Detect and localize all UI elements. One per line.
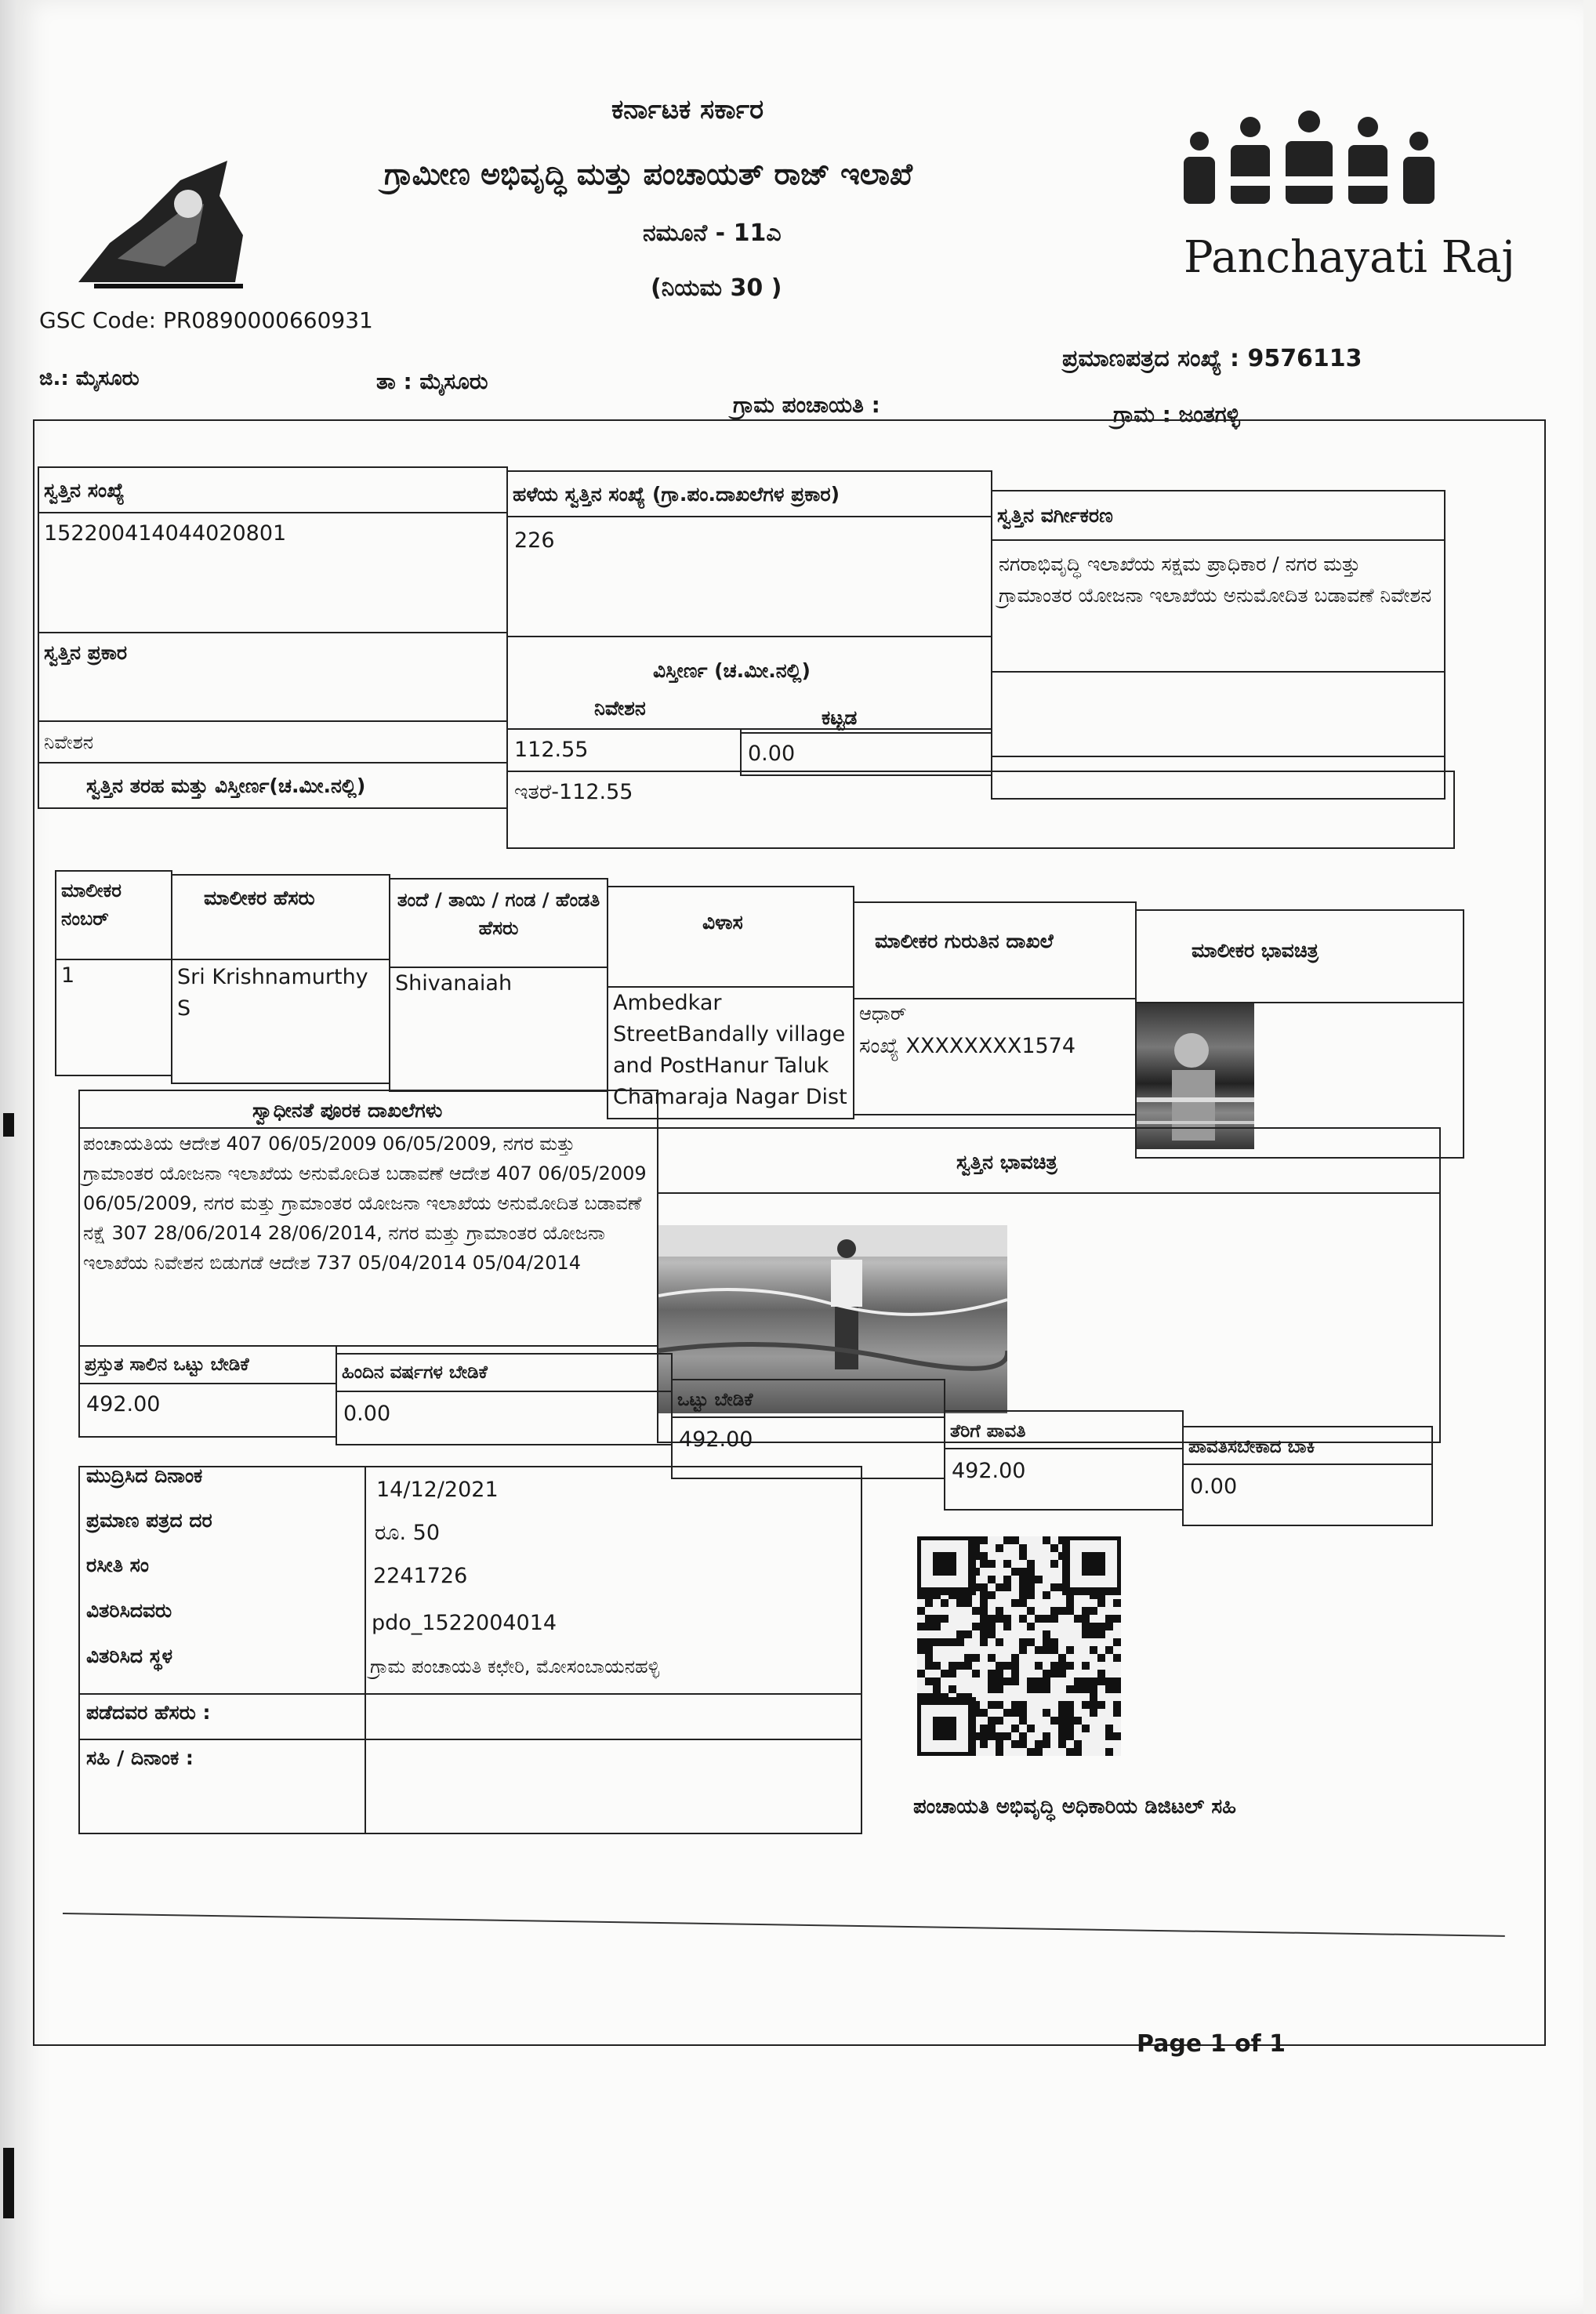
property-type-value: ನಿವೇಶನ	[44, 731, 94, 753]
form-number: ನಮೂನೆ - 11ಎ	[643, 219, 782, 247]
tax-paid-label: ತೆರಿಗೆ ಪಾವತಿ	[950, 1421, 1026, 1442]
property-photo-header	[657, 1127, 1441, 1194]
print-date-label: ಮುದ್ರಿಸಿದ ದಿನಾಂಕ	[86, 1464, 203, 1487]
area-label: ವಿಸ್ತೀರ್ಣ (ಚ.ಮೀ.ನಲ್ಲಿ)	[653, 659, 811, 682]
owner-id-header-label: ಮಾಲೀಕರ ಗುರುತಿನ ದಾಖಲೆ	[875, 930, 1054, 952]
owner-name-header-label: ಮಾಲೀಕರ ಹೆಸರು	[204, 887, 315, 909]
receipt-label: ರಸೀತಿ ಸಂ	[86, 1554, 150, 1576]
classification-label-cell	[991, 490, 1445, 541]
building-label: ಕಟ್ಟಡ	[822, 706, 858, 729]
site-label: ನಿವೇಶನ	[594, 697, 646, 720]
type-area-value-cell	[506, 771, 1455, 849]
relation-cell	[389, 967, 608, 1092]
property-type-value-cell	[38, 720, 508, 763]
scan-mark	[3, 2148, 14, 2218]
old-no-value: 226	[514, 528, 555, 553]
balance-due-cell	[1182, 1463, 1433, 1526]
previous-demand-label: ಹಿಂದಿನ ವರ್ಷಗಳ ಬೇಡಿಕೆ	[342, 1362, 488, 1383]
property-id-value: 152200414044020801	[44, 521, 287, 546]
property-type-label: ಸ್ವತ್ತಿನ ಪ್ರಕಾರ	[44, 641, 128, 664]
karnataka-emblem-icon	[63, 149, 259, 306]
address-header	[607, 886, 854, 988]
signature-caption: ಪಂಚಾಯತಿ ಅಭಿವೃದ್ಧಿ ಅಧಿಕಾರಿಯ ಡಿಜಿಟಲ್ ಸಹಿ	[913, 1795, 1237, 1819]
previous-demand-value: 0.00	[343, 1402, 391, 1426]
relation-value: Shivanaiah	[395, 971, 513, 996]
current-demand-label: ಪ್ರಸ್ತುತ ಸಾಲಿನ ಒಟ್ಟು ಬೇಡಿಕೆ	[85, 1355, 249, 1375]
type-area-label: ಸ್ವತ್ತಿನ ತರಹ ಮತ್ತು ವಿಸ್ತೀರ್ಣ(ಚ.ಮೀ.ನಲ್ಲಿ)	[86, 774, 366, 797]
owner-photo-header	[1135, 909, 1464, 1003]
total-demand-value: 492.00	[679, 1427, 753, 1452]
page-number: Page 1 of 1	[1137, 2030, 1286, 2058]
owner-no-header-label: ಮಾಲೀಕರ ನಂಬರ್	[61, 880, 122, 930]
type-area-label-cell	[38, 762, 508, 809]
current-demand-header	[78, 1345, 337, 1384]
owner-id-header	[853, 901, 1137, 999]
property-id-value-cell	[38, 512, 508, 633]
issue-divider	[365, 1466, 366, 1834]
place-value: ಗ್ರಾಮ ಪಂಚಾಯತಿ ಕಛೇರಿ, ಮೋಸಂಬಾಯನಹಳ್ಳಿ	[370, 1656, 660, 1677]
taluk: ತಾ : ಮೈಸೂರು	[376, 368, 488, 394]
relation-header-label: ತಂದೆ / ತಾಯಿ / ಗಂಡ / ಹೆಂಡತಿ ಹೆಸರು	[397, 889, 600, 939]
property-id-label-cell	[38, 466, 508, 513]
balance-due-header	[1182, 1426, 1433, 1465]
tax-paid-value: 492.00	[952, 1459, 1026, 1483]
owner-id-type: ಆಧಾರ್	[859, 1003, 907, 1025]
area-header-cell	[506, 636, 992, 730]
document-sheet	[16, 0, 1583, 2314]
classification-value: ನಗರಾಭಿವೃದ್ಧಿ ಇಲಾಖೆಯ ಸಕ್ಷಮ ಪ್ರಾಧಿಕಾರ / ನಗರ ಮತ್ತು ಗ್ರಾಮಾಂತರ ಯೋಜನಾ ಇಲಾಖೆಯ ಅನುಮೋದಿತ ಬಡಾವಣೆ ನಿವೇಶನ	[999, 553, 1432, 607]
type-area-value: ಇತರೆ-112.55	[514, 780, 633, 804]
owner-id-cell	[853, 998, 1137, 1115]
balance-due-value: 0.00	[1190, 1474, 1238, 1499]
address-value: Ambedkar StreetBandally village and PostHanur Taluk Chamaraja Nagar Dist	[613, 991, 847, 1109]
old-no-label-cell	[506, 470, 992, 517]
issue-row-divider-2	[78, 1739, 862, 1740]
building-area-value: 0.00	[748, 742, 796, 766]
receipt-value: 2241726	[373, 1564, 468, 1588]
current-demand-cell	[78, 1383, 337, 1438]
total-demand-label: ಒಟ್ಟು ಬೇಡಿಕೆ	[677, 1390, 753, 1410]
site-area-value: 112.55	[514, 738, 589, 762]
property-id-label: ಸ್ವತ್ತಿನ ಸಂಖ್ಯೆ	[44, 479, 125, 502]
previous-demand-header	[336, 1353, 673, 1392]
balance-due-label: ಪಾವತಿಸಬೇಕಾದ ಬಾಕಿ	[1188, 1437, 1315, 1457]
owner-name-cell	[171, 959, 390, 1084]
receiver-label: ಪಡೆದವರ ಹೆಸರು :	[86, 1701, 211, 1724]
place-label: ವಿತರಿಸಿದ ಸ್ಥಳ	[86, 1645, 173, 1667]
tax-paid-cell	[944, 1448, 1184, 1511]
tax-paid-header	[944, 1410, 1184, 1449]
district: ಜಿ.: ಮೈಸೂರು	[39, 367, 140, 390]
previous-demand-cell	[336, 1391, 673, 1445]
certificate-number: ಪ್ರಮಾಣಪತ್ರದ ಸಂಖ್ಯೆ : 9576113	[1062, 345, 1362, 372]
qr-code-icon	[917, 1536, 1121, 1756]
relation-header	[389, 878, 608, 968]
issuer-label: ವಿತರಿಸಿದವರು	[86, 1599, 172, 1622]
property-type-label-cell	[38, 632, 508, 722]
documents-text: ಪಂಚಾಯತಿಯ ಆದೇಶ 407 06/05/2009 06/05/2009, ನಗರ ಮತ್ತು ಗ್ರಾಮಾಂತರ ಯೋಜನಾ ಇಲಾಖೆಯ ಅನುಮೋದಿತ ಬಡಾವಣೆ ಆದೇಶ 407 06/05/2009 06/05/2009, ನಗರ ಮತ್ತು ಗ್ರಾಮಾಂತರ ಯೋಜನಾ ಇಲಾಖೆಯ ಅನುಮೋದಿತ ಬಡಾವಣೆ ನಕ್ಷೆ 307 28/06/2014 28/06/2014, ನಗರ ಮತ್ತು ಗ್ರಾಮಾಂತರ ಯೋಜನಾ ಇಲಾಖೆಯ ನಿವೇಶನ ಬಿಡುಗಡೆ ಆದೇಶ 737 05/04/2014 05/04/2014	[83, 1133, 647, 1274]
classification-label: ಸ್ವತ್ತಿನ ವರ್ಗೀಕರಣ	[997, 504, 1113, 527]
owner-no-header	[55, 870, 172, 960]
old-no-label: ಹಳೆಯ ಸ್ವತ್ತಿನ ಸಂಖ್ಯೆ (ಗ್ರಾ.ಪಂ.ದಾಖಲೆಗಳ ಪ್ರಕಾರ)	[513, 483, 840, 506]
govt-title: ಕರ್ನಾಟಕ ಸರ್ಕಾರ	[611, 94, 764, 125]
total-demand-header	[671, 1379, 945, 1418]
documents-cell	[78, 1127, 658, 1347]
fee-value: ರೂ. 50	[375, 1521, 441, 1545]
building-area-cell	[740, 732, 992, 776]
rule-number: (ನಿಯಮ 30 )	[651, 274, 782, 302]
village: ಗ್ರಾಮ : ಜಂತಗಳ್ಳಿ	[1113, 401, 1240, 427]
owner-no-cell	[55, 959, 172, 1076]
address-header-label: ವಿಳಾಸ	[702, 911, 743, 934]
print-date-value: 14/12/2021	[376, 1478, 499, 1502]
classification-value-cell	[991, 539, 1445, 673]
logo-text: Panchayati Raj	[1184, 232, 1515, 283]
current-demand-value: 492.00	[86, 1392, 161, 1416]
classification-blank-cell	[991, 671, 1445, 757]
fee-label: ಪ್ರಮಾಣ ಪತ್ರದ ದರ	[86, 1509, 212, 1532]
owner-photo-header-label: ಮಾಲೀಕರ ಭಾವಚಿತ್ರ	[1192, 939, 1319, 962]
sign-date-label: ಸಹಿ / ದಿನಾಂಕ :	[86, 1746, 194, 1769]
gsc-code: GSC Code: PR0890000660931	[39, 307, 373, 333]
department-title: ಗ್ರಾಮೀಣ ಅಭಿವೃದ್ಧಿ ಮತ್ತು ಪಂಚಾಯತ್ ರಾಜ್ ಇಲಾಖೆ	[384, 157, 913, 191]
owner-name-value: Sri Krishnamurthy S	[177, 965, 368, 1021]
site-area-cell	[506, 728, 742, 772]
owner-name-header	[171, 874, 390, 960]
panchayati-raj-logo-icon	[1176, 110, 1442, 227]
scan-mark	[3, 1113, 14, 1137]
documents-header	[78, 1090, 658, 1129]
old-no-value-cell	[506, 516, 992, 637]
documents-label: ಸ್ವಾಧೀನತೆ ಪೂರಕ ದಾಖಲೆಗಳು	[252, 1099, 443, 1122]
gram-panchayat: ಗ್ರಾಮ ಪಂಚಾಯತಿ :	[733, 392, 880, 418]
issue-row-divider	[78, 1693, 862, 1695]
owner-no-value: 1	[61, 963, 75, 988]
property-photo-label: ಸ್ವತ್ತಿನ ಭಾವಚಿತ್ರ	[956, 1151, 1057, 1173]
owner-id-value: ಸಂಖ್ಯೆ XXXXXXXX1574	[859, 1034, 1076, 1058]
issuer-value: pdo_1522004014	[372, 1611, 557, 1635]
